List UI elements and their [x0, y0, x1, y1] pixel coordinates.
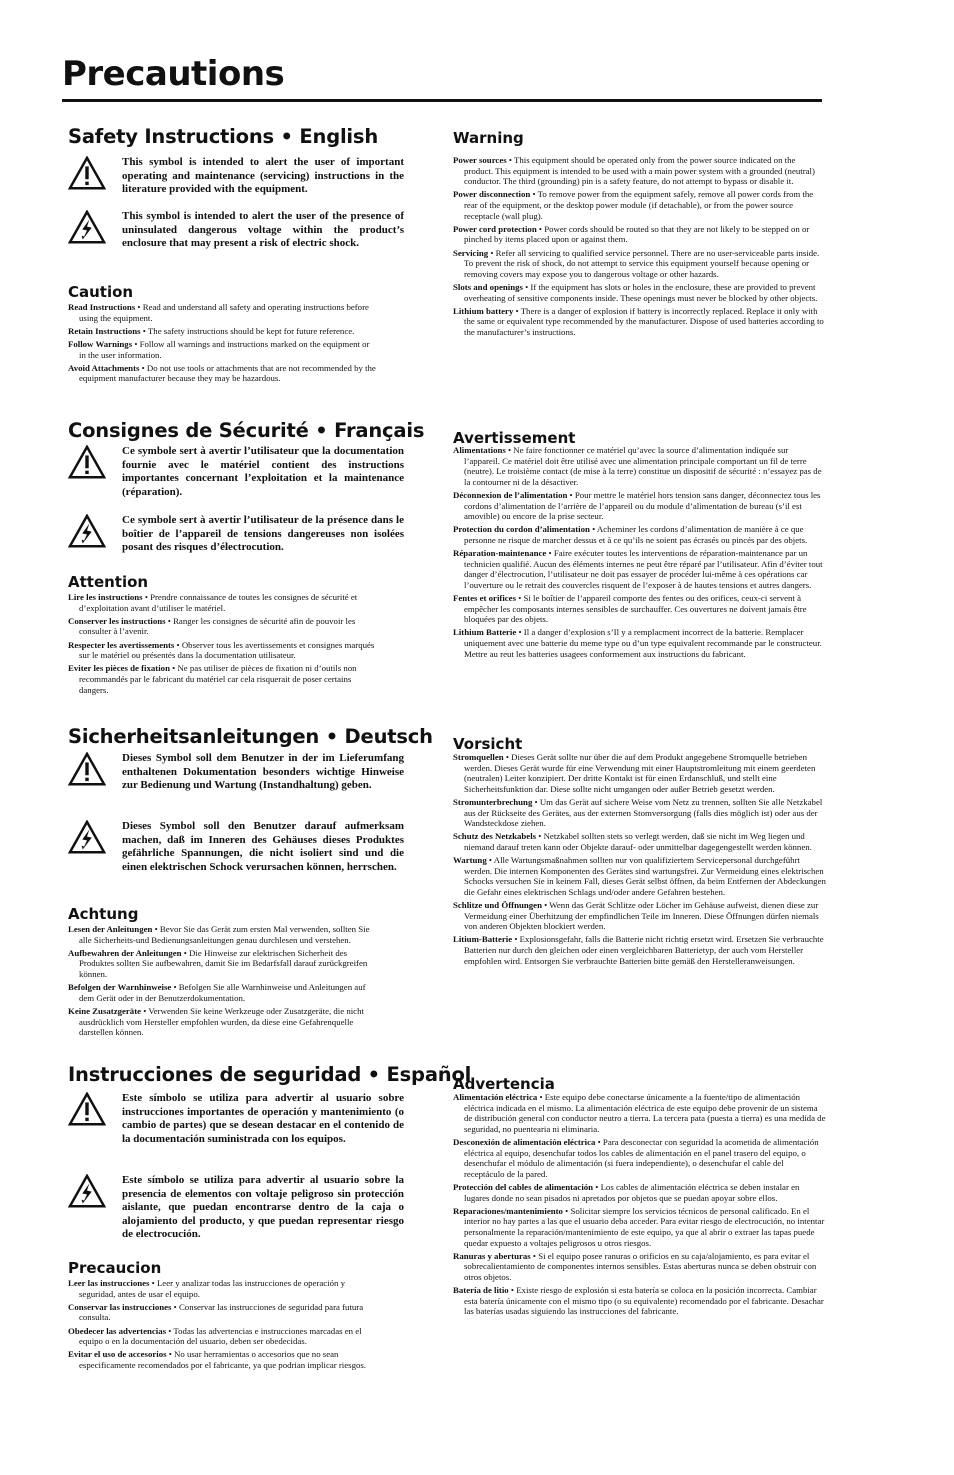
symbol-explanation: [68, 752, 404, 793]
symbol-text: Ce symbole sert à avertir l’utilisateur que la documentation fournie avec le matériel contient des instructions importantes concernant l’exploitation et la maintenance (réparation).: [122, 445, 404, 498]
instruction-item: Réparation-maintenance • Faire exécuter toutes les interventions de réparation-maintenance par un technicien qualifié. Aucun des éléments internes ne peut être réparé par l’utilisateur. Afin d’éviter tout danger d’électrocution, l’utilisateur ne doit pas essayer de procéder lui-même à ces opérations car l’ouverture ou le retrait des couvercles risquent de l’exposer à de hautes tensions et autres dangers.: [453, 548, 823, 590]
instruction-term: Read Instructions: [68, 302, 136, 312]
instruction-text: Ranger les consignes de sécurité afin de pouvoir les consulter à l’avenir.: [79, 615, 356, 637]
subsection-heading: Attention: [68, 573, 149, 591]
instruction-text: Refer all servicing to qualified service personnel. There are no user-serviceable parts inside. To prevent the risk of shock, do not attempt to service this equipment yourself because opening or removing covers may expose you to dangerous voltage or other hazards.: [464, 247, 820, 279]
instruction-item: Alimentación eléctrica • Este equipo debe conectarse únicamente a la fuente/tipo de alimentación eléctrica indicada en el mismo. La alimentación eléctrica de este equipo debe provenir de un sistema de distribución general con conductor neutro a tierra. La tercera pata (puesta a tierra) es una medida de seguridad, no puentearia ni eliminaria.: [453, 1092, 826, 1134]
instruction-text: Prendre connaissance de toutes les consignes de sécurité et d’exploitation avant d’utiliser le matériel.: [79, 592, 358, 613]
instruction-term: Litium-Batterie: [453, 934, 513, 945]
instruction-text: Solicitar siempre los servicios técnicos de personal calificado. En el interior no hay partes a las que el usuario deba acceder. Para evitar riesgo de electrocución, no intentar personalmente la reparación/mantenimiento de este equipo, ya que al abrir o extraer las tapas puede quedar expuesto a voltajes peligrosos u otros riesgos.: [464, 1205, 825, 1248]
instruction-list: [68, 924, 378, 1040]
symbol-explanation: [68, 445, 404, 499]
instruction-item: Read Instructions • Read and understand all safety and operating instructions before using the equipment.: [68, 302, 369, 323]
instruction-item: Power disconnection • To remove power from the equipment safely, remove all power cords from the rear of the equipment, or the desktop power module (if detachable), or from the power source receptacle (wall plug).: [453, 189, 814, 221]
instruction-item: Befolgen der Warnhinweise • Befolgen Sie alle Warnhinweise und Anleitungen auf dem Gerät oder in der Benutzerdokumentation.: [68, 982, 366, 1003]
instruction-item: Protección del cables de alimentación • Los cables de alimentación eléctrica se deben instalar en lugares donde no sean pisados ni apretados por objetos que se puedan apoyar sobre ellos.: [453, 1181, 800, 1203]
instruction-item: Conservar las instrucciones • Conservar las instrucciones de seguridad para futura consulta.: [68, 1301, 364, 1323]
instruction-term: Keine Zusatzgeräte: [68, 1005, 142, 1016]
instruction-item: Wartung • Alle Wartungsmaßnahmen sollten nur von qualifiziertem Servicepersonal durchgeführt werden. Die internen Komponenten des Gerätes sind wartungsfrei. Zur Vermeidung eines elektrischen Schocks versuchen Sie in keinem Fall, dieses Gerät selbst öffnen, da beim Entfernen der Abdeckungen die Gefahr eines elektrischen Schlags und/oder andere Gefahren bestehen.: [453, 855, 826, 897]
instruction-text: Para desconectar con seguridad la acometida de alimentación eléctrica al equipo, desenchufar todos los cables de alimentación en el panel trasero del equipo, o desenchufar el módulo de alimentación (si fuera independiente), o desenchufar el cable del receptáculo de la pared.: [464, 1136, 819, 1179]
instruction-term: Befolgen der Warnhinweise: [68, 982, 172, 993]
instruction-item: Power sources • This equipment should be operated only from the power source indicated on the product. This equipment is intended to be used with a main power system with a grounded (neutral) conductor. The third (grounding) pin is a safety feature, do not attempt to bypass or disable it.: [453, 155, 815, 187]
instruction-item: Obedecer las advertencias • Todas las advertencias e instrucciones marcadas en el equipo o en la documentación del usuario, deben ser obedecidas.: [68, 1325, 362, 1347]
instruction-text: Explosionsgefahr, falls die Batterie nicht richtig ersetzt wird. Ersetzen Sie verbrauchte Batterien nur durch den gleichen oder einen vergleichbaren Batterietyp, der auch vom Hersteller empfohlen wird. Entsorgen Sie verbrauchte Batterien bitte gemäß den Herstelleranweisungen.: [464, 934, 824, 966]
instruction-text: Si le boîtier de l’appareil comporte des fentes ou des orifices, ceux-ci servent à empêcher les composants internes sensibles de surchauffer. Ces ouvertures ne doivent jamais être bloquées par des objets.: [464, 593, 807, 625]
instruction-term: Reparaciones/mantenimiento: [453, 1205, 563, 1216]
instruction-item: Retain Instructions • The safety instructions should be kept for future reference.: [68, 325, 355, 336]
symbol-text: Este símbolo se utiliza para advertir al usuario sobre la presencia de elementos con voltaje peligroso sin protección aislante, que puedan encontrarse dentro de la caja o alojamiento del producto, y que puedan representar riesgo de electrocución.: [122, 1174, 404, 1240]
instruction-text: Acheminer les cordons d’alimentation de manière à ce que personne ne risque de marcher dessus et à ce qu’ils ne soient pas écrasés ou pincés par des objets.: [464, 524, 808, 545]
instruction-text: Do not use tools or attachments that are not recommended by the equipment manufacturer because they may be hazardous.: [79, 362, 376, 384]
instruction-text: Ne pas utiliser de pièces de fixation ni d’outils non recommandés par le fabricant du matériel car cela risquerait de poser certains dangers.: [79, 663, 357, 695]
instruction-item: Lithium battery • There is a danger of explosion if battery is incorrectly replaced. Replace it only with the same or equivalent type recommended by the manufacturer. Dispose of used batteries according to the manufacturer’s instructions.: [453, 305, 824, 337]
instruction-item: Batería de litio • Existe riesgo de explosión si esta batería se coloca en la posición incorrecta. Cambiar esta batería únicamente con el mismo tipo (o su equivalente) recomendado por el fabricante. Desachar las baterías usadas siguiendo las instrucciones del fabricante.: [453, 1285, 824, 1317]
symbol-explanation: [68, 820, 404, 874]
instruction-term: Slots and openings: [453, 281, 523, 292]
instruction-item: Schlitze und Öffnungen • Wenn das Gerät Schlitze oder Löcher im Gehäuse aufweist, dienen diese zur Vermeidung einer Überhitzung der empfindlichen Teile im Inneren. Diese Öffnungen dürfen niemals von anderen Objekten blockiert werden.: [453, 900, 819, 932]
instruction-list: [453, 155, 826, 340]
instruction-text: There is a danger of explosion if battery is incorrectly replaced. Replace it only with the same or equivalent type recommended by the manufacturer. Dispose of used batteries according to the manufacturer’s instructions.: [464, 305, 824, 337]
instruction-text: Um das Gerät auf sichere Weise vom Netz zu trennen, sollten Sie alle Netzkabel aus der Rückseite des Gerätes, aus der externen Stomversorgung (falls dies möglich ist) oder aus der Wandsteckdose ziehen.: [464, 796, 823, 829]
instruction-item: Evitar el uso de accesorios • No usar herramientas o accesorios que no sean especificamente recomendados por el fabricante, ya que podrian implicar riesgos.: [68, 1349, 366, 1370]
section-heading: Instrucciones de seguridad • Español: [68, 1063, 472, 1086]
instruction-item: Desconexión de alimentación eléctrica • Para desconectar con seguridad la acometida de alimentación eléctrica al equipo, desenchufar todos los cables de alimentación en el panel trasero del equipo, o desenchufar el módulo de alimentación (si fuera independiente), o desenchufar el cable del receptáculo de la pared.: [453, 1136, 819, 1179]
symbol-text: Dieses Symbol soll den Benutzer darauf aufmerksam machen, daß im Inneren des Gehäuses dieses Produktes gefährliche Spannungen, die nicht isoliert sind und die einen elektrischen Schock verursachen können, herrschen.: [122, 820, 404, 873]
instruction-term: Aufbewahren der Anleitungen: [68, 947, 182, 958]
instruction-list: [453, 445, 826, 662]
instruction-term: Eviter les pièces de fixation: [68, 663, 170, 674]
instruction-item: Slots and openings • If the equipment has slots or holes in the enclosure, these are provided to prevent overheating of sensitive components inside. These openings must never be blocked by other objects.: [453, 281, 818, 303]
instruction-item: Schutz des Netzkabels • Netzkabel sollten stets so verlegt werden, daß sie nicht im Weg liegen und niemand darauf treten kann oder Objekte darauf- oder unmittelbar dagegengestellt werden können.: [453, 831, 812, 852]
instruction-text: Netzkabel sollten stets so verlegt werden, daß sie nicht im Weg liegen und niemand darauf treten kann oder Objekte darauf- oder unmittelbar dagegengestellt werden können.: [464, 831, 812, 852]
instruction-item: Eviter les pièces de fixation • Ne pas utiliser de pièces de fixation ni d’outils non recommandés par le fabricant du matériel car cela risquerait de poser certains dangers.: [68, 663, 357, 695]
symbol-text: This symbol is intended to alert the user of the presence of uninsulated dangerous voltage within the product’s enclosure that may present a risk of electric shock.: [122, 210, 404, 249]
instruction-text: Observer tous les avertissements et consignes marqués sur le matériel ou présentés dans la documentation utilisateur.: [79, 639, 375, 661]
instruction-term: Batería de litio: [453, 1285, 509, 1296]
lightning-bolt-triangle-icon: [68, 820, 106, 854]
instruction-text: Existe riesgo de explosión si esta batería se coloca en la posición incorrecta. Cambiar esta batería únicamente con el mismo tipo (o su equivalente) recomendado por el fabricante. Desachar las baterías usadas siguiendo las instrucciones del fabricante.: [464, 1285, 824, 1317]
instruction-term: Power sources: [453, 155, 507, 165]
instruction-term: Schlitze und Öffnungen: [453, 900, 542, 911]
instruction-term: Protección del cables de alimentación: [453, 1181, 594, 1192]
instruction-text: Los cables de alimentación eléctrica se deben instalar en lugares donde no sean pisados ni apretados por objetos que se puedan apoyar sobre ellos.: [464, 1181, 800, 1203]
section-heading: Sicherheitsanleitungen • Deutsch: [68, 725, 433, 748]
instruction-text: Power cords should be routed so that they are not likely to be stepped on or pinched by items placed upon or against them.: [464, 223, 810, 245]
instruction-text: Pour mettre le matériel hors tension sans danger, déconnectez tous les cordons d’alimentation de l’arrière de l’appareil ou du module d’alimentation de bureau (s’il est amovible) ou encore de la prise secteur.: [464, 489, 821, 522]
instruction-term: Lire les instructions: [68, 592, 143, 602]
instruction-text: Todas las advertencias e instrucciones marcadas en el equipo o en la documentación del usuario, deben ser obedecidas.: [79, 1325, 362, 1347]
instruction-list: [453, 752, 826, 969]
instruction-term: Stromunterbrechung: [453, 796, 533, 807]
warning-triangle-icon: [68, 445, 106, 479]
instruction-text: Wenn das Gerät Schlitze oder Löcher im Gehäuse aufweist, dienen diese zur Vermeidung einer Überhitzung der empfindlichen Teile im Inneren. Diese Öffnungen dürfen niemals von anderen Objekten blockiert werden.: [464, 900, 819, 932]
warning-triangle-icon: [68, 752, 106, 786]
subsection-heading: Warning: [453, 129, 524, 147]
instruction-list: [68, 302, 378, 387]
symbol-text: Este símbolo se utiliza para advertir al usuario sobre instrucciones importantes de operación y mantenimiento (o cambio de partes) que se desean destacar en el contenido de la documentación suministrada con los equipos.: [122, 1092, 404, 1145]
page-title: Precautions: [62, 54, 285, 94]
instruction-term: Ranuras y aberturas: [453, 1250, 531, 1261]
instruction-term: Déconnexion de l’alimentation: [453, 489, 568, 500]
instruction-text: Follow all warnings and instructions marked on the equipment or in the user information.: [79, 338, 370, 360]
instruction-item: Leer las instrucciones • Leer y analizar todas las instrucciones de operación y seguridad, antes de usar el equipo.: [68, 1278, 346, 1299]
subsection-heading: Vorsicht: [453, 735, 523, 753]
instruction-item: Servicing • Refer all servicing to qualified service personnel. There are no user-serviceable parts inside. To prevent the risk of shock, do not attempt to service this equipment yourself because opening or removing covers may expose you to dangerous voltage or other hazards.: [453, 247, 820, 279]
instruction-item: Litium-Batterie • Explosionsgefahr, falls die Batterie nicht richtig ersetzt wird. Ersetzen Sie verbrauchte Batterien nur durch den gleichen oder einen vergleichbaren Batterietyp, der auch vom Hersteller empfohlen wird. Entsorgen Sie verbrauchte Batterien bitte gemäß den Herstelleranweisungen.: [453, 934, 824, 966]
instruction-term: Retain Instructions: [68, 325, 141, 336]
instruction-term: Stromquellen: [453, 752, 504, 762]
subsection-heading: Caution: [68, 283, 134, 301]
instruction-term: Avoid Attachments: [68, 362, 140, 373]
instruction-item: Reparaciones/mantenimiento • Solicitar siempre los servicios técnicos de personal calificado. En el interior no hay partes a las que el usuario deba acceder. Para evitar riesgo de electrocución, no intentar personalmente la reparación/mantenimiento de este equipo, ya que al abrir o extraer las tapas puede quedar expuesto a voltajes peligrosos u otros riesgos.: [453, 1205, 825, 1248]
lightning-bolt-triangle-icon: [68, 1174, 106, 1208]
instruction-list: [453, 1092, 826, 1319]
instruction-item: Conserver les instructions • Ranger les consignes de sécurité afin de pouvoir les consulter à l’avenir.: [68, 615, 356, 637]
instruction-term: Lithium battery: [453, 305, 514, 316]
warning-triangle-icon: [68, 1092, 106, 1126]
instruction-term: Lesen der Anleitungen: [68, 924, 153, 934]
instruction-term: Obedecer las advertencias: [68, 1325, 167, 1336]
lightning-bolt-triangle-icon: [68, 514, 106, 548]
instruction-term: Alimentación eléctrica: [453, 1092, 538, 1102]
symbol-text: Ce symbole sert à avertir l’utilisateur de la présence dans le boîtier de l’appareil de tensions dangereuses non isolées posant des risques d’électrocution.: [122, 514, 404, 553]
instruction-item: Protection du cordon d’alimentation • Acheminer les cordons d’alimentation de manière à ce que personne ne risque de marcher dessus et à ce qu’ils ne soient pas écrasés ou pincés par des objets.: [453, 524, 808, 545]
instruction-term: Evitar el uso de accesorios: [68, 1349, 167, 1360]
instruction-item: Lesen der Anleitungen • Bevor Sie das Gerät zum ersten Mal verwenden, sollten Sie alle Sicherheits-und Bedienungsanleitungen genau durchlesen und verstehen.: [68, 924, 370, 945]
instruction-list: [68, 1278, 378, 1373]
symbol-text: This symbol is intended to alert the user of important operating and maintenance (servicing) instructions in the literature provided with the equipment.: [122, 156, 404, 195]
instruction-item: Stromquellen • Dieses Gerät sollte nur über die auf dem Produkt angegebene Stromquelle betrieben werden. Dieses Gerät wurde für eine Verwendung mit einer Hauptstromleitung mit einem geerdeten (neutralen) Leiter konzipiert. Der dritte Kontakt ist für einen Erdanschluß, und stellt eine Sicherheitsfunktion dar. Diese sollte nicht umgangen oder außer Betrieb gesetzt werden.: [453, 752, 816, 794]
instruction-item: Stromunterbrechung • Um das Gerät auf sichere Weise vom Netz zu trennen, sollten Sie alle Netzkabel aus der Rückseite des Gerätes, aus der externen Stomversorgung (falls dies möglich ist) oder aus der Wandsteckdose ziehen.: [453, 796, 823, 829]
subsection-heading: Precaucion: [68, 1259, 162, 1277]
instruction-text: No usar herramientas o accesorios que no sean especificamente recomendados por el fabricante, ya que podrian implicar riesgos.: [79, 1349, 366, 1370]
instruction-term: Leer las instrucciones: [68, 1278, 150, 1288]
instruction-text: Il a danger d’explosion s’Il y a remplacment incorrect de la batterie. Remplacer uniquement avec une batterie du meme type ou d’un type equivalent recommande par le constructeur. Mettre au reut les batteries usagees conformement aux instructions du fabricant.: [464, 627, 822, 659]
symbol-explanation: [68, 1174, 404, 1242]
instruction-term: Wartung: [453, 855, 487, 866]
instruction-text: If the equipment has slots or holes in the enclosure, these are provided to prevent overheating of sensitive components inside. These openings must never be blocked by other objects.: [464, 281, 818, 303]
instruction-text: Alle Wartungsmaßnahmen sollten nur von qualifiziertem Servicepersonal durchgeführt werden. Die internen Komponenten des Gerätes sind wartungsfrei. Zur Vermeidung eines elektrischen Schocks versuchen Sie in keinem Fall, dieses Gerät selbst öffnen, da beim Entfernen der Abdeckungen die Gefahr eines elektrischen Schlags und/oder andere Gefahren bestehen.: [464, 855, 826, 897]
instruction-text: The safety instructions should be kept for future reference.: [147, 325, 355, 336]
instruction-term: Schutz des Netzkabels: [453, 831, 537, 842]
instruction-text: Verwenden Sie keine Werkzeuge oder Zusatzgeräte, die nicht ausdrücklich vom Hersteller empfohlen wurden, da diese eine Gefahrenquelle darstellen können.: [79, 1005, 364, 1038]
instruction-term: Protection du cordon d’alimentation: [453, 524, 590, 535]
instruction-text: Este equipo debe conectarse únicamente a la fuente/tipo de alimentación eléctrica indicada en el mismo. La alimentación eléctrica de este equipo debe provenir de un sistema de distribución general con conductor neutro a tierra. La tercera pata (puesta a tierra) es una medida de seguridad, no puentearia ni eliminaria.: [464, 1092, 826, 1134]
instruction-list: [68, 592, 378, 698]
instruction-text: Leer y analizar todas las instrucciones de operación y seguridad, antes de usar el equipo.: [79, 1278, 346, 1299]
instruction-item: Power cord protection • Power cords should be routed so that they are not likely to be stepped on or pinched by items placed upon or against them.: [453, 223, 810, 245]
instruction-term: Follow Warnings: [68, 338, 133, 349]
instruction-term: Power cord protection: [453, 223, 537, 234]
instruction-text: Ne faire fonctionner ce matériel qu’avec la source d’alimentation indiquée sur l’appareil. Ce matériel doit être utilisé avec une alimentation principale comportant un fil de terre (neutre). Le troisième contact (de mise à la terre) constitue un dispositif de sécurité : n’essayez pas de la contourner ni de la désactiver.: [464, 445, 822, 487]
instruction-item: Avoid Attachments • Do not use tools or attachments that are not recommended by the equipment manufacturer because they may be hazardous.: [68, 362, 376, 384]
symbol-text: Dieses Symbol soll dem Benutzer in der im Lieferumfang enthaltenen Dokumentation besonders wichtige Hinweise zur Bedienung und Wartung (Instandhaltung) geben.: [122, 752, 404, 791]
instruction-text: To remove power from the equipment safely, remove all power cords from the rear of the equipment, or the desktop power module (if detachable), or from the power source receptacle (wall plug).: [464, 189, 814, 221]
instruction-text: Conservar las instrucciones de seguridad para futura consulta.: [79, 1301, 364, 1323]
instruction-term: Réparation-maintenance: [453, 548, 547, 559]
instruction-term: Conservar las instrucciones: [68, 1301, 172, 1312]
instruction-term: Alimentations: [453, 445, 506, 455]
section-heading: Safety Instructions • English: [68, 125, 379, 148]
instruction-term: Servicing: [453, 247, 489, 258]
instruction-term: Desconexión de alimentación eléctrica: [453, 1136, 596, 1147]
instruction-item: Ranuras y aberturas • Si el equipo posee ranuras o orificios en su caja/alojamiento, es para evitar el sobrecalientamiento de componentes internos sensibles. Estas aberturas nunca se deben obstruir con otros objetos.: [453, 1250, 817, 1282]
instruction-item: Fentes et orifices • Si le boîtier de l’appareil comporte des fentes ou des orifices, ceux-ci servent à empêcher les composants internes sensibles de surchauffer. Ces ouvertures ne doivent jamais être bloquées par des objets.: [453, 593, 807, 625]
instruction-text: Faire exécuter toutes les interventions de réparation-maintenance par un technicien qualifié. Aucun des éléments internes ne peut être réparé par l’utilisateur. Afin d’éviter tout danger d’électrocution, l’utilisateur ne doit pas essayer de procéder lui-même à ces opérations car l’ouverture ou le retrait des couvercles risquent de l’exposer à de hautes tensions et autres dangers.: [464, 548, 823, 590]
symbol-explanation: [68, 1092, 404, 1146]
instruction-item: Alimentations • Ne faire fonctionner ce matériel qu’avec la source d’alimentation indiquée sur l’appareil. Ce matériel doit être utilisé avec une alimentation principale comportant un fil de terre (neutre). Le troisième contact (de mise à la terre) constitue un dispositif de sécurité : n’essayez pas de la contourner ni de la désactiver.: [453, 445, 822, 487]
instruction-text: Befolgen Sie alle Warnhinweise und Anleitungen auf dem Gerät oder in der Benutzerdokumentation.: [79, 982, 366, 1003]
subsection-heading: Avertissement: [453, 429, 576, 447]
instruction-text: Die Hinweise zur elektrischen Sicherheit des Produktes sollten Sie aufbewahren, damit Sie im Bedarfsfall darauf zurückgreifen können.: [79, 947, 368, 979]
subsection-heading: Advertencia: [453, 1075, 555, 1093]
instruction-text: Bevor Sie das Gerät zum ersten Mal verwenden, sollten Sie alle Sicherheits-und Bedienungsanleitungen genau durchlesen und verstehen.: [79, 924, 370, 945]
instruction-term: Lithium Batterie: [453, 627, 517, 638]
subsection-heading: Achtung: [68, 905, 139, 923]
warning-triangle-icon: [68, 156, 106, 190]
symbol-explanation: [68, 210, 404, 251]
instruction-term: Power disconnection: [453, 189, 531, 200]
title-rule: [62, 99, 822, 102]
instruction-item: Follow Warnings • Follow all warnings and instructions marked on the equipment or in the user information.: [68, 338, 370, 360]
instruction-item: Lithium Batterie • Il a danger d’explosion s’Il y a remplacment incorrect de la batterie. Remplacer uniquement avec une batterie du meme type ou d’un type equivalent recommande par le constructeur. Mettre au reut les batteries usagees conformement aux instructions du fabricant.: [453, 627, 822, 659]
instruction-item: Respecter les avertissements • Observer tous les avertissements et consignes marqués sur le matériel ou présentés dans la documentation utilisateur.: [68, 639, 375, 661]
symbol-explanation: [68, 156, 404, 197]
lightning-bolt-triangle-icon: [68, 210, 106, 244]
instruction-term: Fentes et orifices: [453, 593, 517, 604]
instruction-item: Aufbewahren der Anleitungen • Die Hinweise zur elektrischen Sicherheit des Produktes sollten Sie aufbewahren, damit Sie im Bedarfsfall darauf zurückgreifen können.: [68, 947, 368, 979]
instruction-text: This equipment should be operated only from the power source indicated on the product. This equipment is intended to be used with a main power system with a grounded (neutral) conductor. The third (grounding) pin is a safety feature, do not attempt to bypass or disable it.: [464, 155, 815, 187]
instruction-text: Read and understand all safety and operating instructions before using the equipment.: [79, 302, 369, 323]
instruction-term: Respecter les avertissements: [68, 639, 175, 650]
instruction-term: Conserver les instructions: [68, 615, 166, 626]
section-heading: Consignes de Sécurité • Français: [68, 419, 425, 442]
instruction-item: Lire les instructions • Prendre connaissance de toutes les consignes de sécurité et d’exploitation avant d’utiliser le matériel.: [68, 592, 358, 613]
instruction-item: Keine Zusatzgeräte • Verwenden Sie keine Werkzeuge oder Zusatzgeräte, die nicht ausdrücklich vom Hersteller empfohlen wurden, da diese eine Gefahrenquelle darstellen können.: [68, 1005, 364, 1038]
instruction-text: Si el equipo posee ranuras o orificios en su caja/alojamiento, es para evitar el sobrecalientamiento de componentes internos sensibles. Estas aberturas nunca se deben obstruir con otros objetos.: [464, 1250, 817, 1282]
instruction-text: Dieses Gerät sollte nur über die auf dem Produkt angegebene Stromquelle betrieben werden. Dieses Gerät wurde für eine Verwendung mit einer Hauptstromleitung mit einem geerdeten (neutralen) Leiter konzipiert. Der dritte Kontakt ist für einen Erdanschluß, und stellt eine Sicherheitsfunktion dar. Diese sollte nicht umgangen oder außer Betrieb gesetzt werden.: [464, 752, 816, 794]
instruction-item: Déconnexion de l’alimentation • Pour mettre le matériel hors tension sans danger, déconnectez tous les cordons d’alimentation de l’arrière de l’appareil ou du module d’alimentation de bureau (s’il est amovible) ou encore de la prise secteur.: [453, 489, 821, 522]
symbol-explanation: [68, 514, 404, 555]
